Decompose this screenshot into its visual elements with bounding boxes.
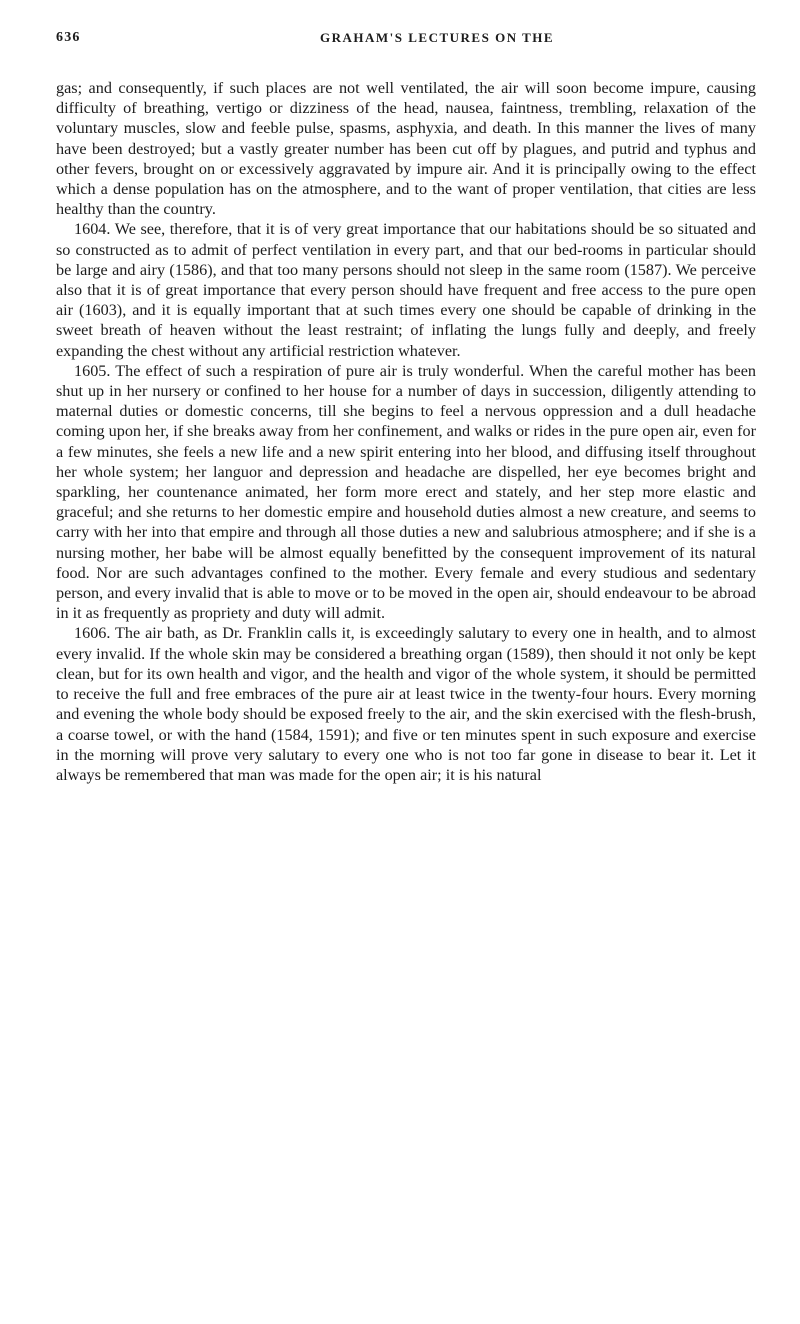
paragraph-number: 1604. <box>74 220 111 239</box>
running-title: GRAHAM'S LECTURES ON THE <box>320 30 555 45</box>
paragraph-1606 <box>56 623 756 785</box>
paragraph-1604 <box>56 219 756 360</box>
book-page <box>56 26 756 1306</box>
paragraph-text: The effect of such a respiration of pure air is truly wonderful. When the careful mother has been shut up in her nursery or confined to her house for a number of days in succession, diligently attending to maternal duties or domestic concerns, till she begins to feel a nervous oppression and a dull headache coming upon her, if she breaks away from her confinement, and walks or rides in the pure open air, even for a few minutes, she feels a new life and a new spirit entering into her blood, and diffusing itself throughout her whole system; her languor and depression and headache are dispelled, her eye becomes bright and sparkling, her countenance animated, her form more erect and stately, and her step more elastic and graceful; and she returns to her domestic empire and household duties almost a new creature, and seems to carry with her into that empire and through all those duties a new and salubrious atmosphere; and if she is a nursing mother, her babe will be almost equally benefitted by the consequent improvement of its natural food. Nor are such advantages confined to the mother. Every female and every studious and sedentary person, and every invalid that is able to move or to be moved in the open air, should endeavour to be abroad in it as frequently as propriety and duty will admit. <box>56 361 756 623</box>
paragraph-text: gas; and consequently, if such places are not well ventilated, the air will soon become impure, causing difficulty of breathing, vertigo or dizziness of the head, nausea, faintness, trembling, relaxation of the voluntary muscles, slow and feeble pulse, spasms, asphyxia, and death. In this manner the lives of many have been destroyed; but a vastly greater number has been cut off by plagues, and putrid and typhus and other fevers, brought on or excessively aggravated by impure air. And it is principally owing to the effect which a dense population has on the atmosphere, and to the want of proper ventilation, that cities are less healthy than the country. <box>56 79 756 219</box>
page-number: 636 <box>56 30 81 45</box>
running-head <box>56 26 756 60</box>
paragraph-number: 1606. <box>74 624 111 643</box>
paragraph-continuation <box>56 78 756 219</box>
body-text <box>56 78 756 785</box>
paragraph-number: 1605. <box>74 361 111 380</box>
paragraph-text: The air bath, as Dr. Franklin calls it, is exceedingly salutary to every one in health, and to almost every invalid. If the whole skin may be considered a breathing organ (1589), then should it not only be kept clean, but for its own health and vigor, and the health and vigor of the whole system, it should be permitted to receive the full and free embraces of the pure air at least twice in the twenty-four hours. Every morning and evening the whole body should be exposed freely to the air, and the skin exercised with the flesh-brush, a coarse towel, or with the hand (1584, 1591); and five or ten minutes spent in such exposure and exercise in the morning will prove very salutary to every one who is not too far gone in disease to bear it. Let it always be remembered that man was made for the open air; it is his natural <box>56 624 756 784</box>
paragraph-1605 <box>56 361 756 624</box>
paragraph-text: We see, therefore, that it is of very great importance that our habitations should be so situated and so constructed as to admit of perfect ventilation in every part, and that our bed-rooms in particular should be large and airy (1586), and that too many persons should not sleep in the same room (1587). We perceive also that it is of great importance that every person should have frequent and free access to the pure open air (1603), and it is equally important that at such times every one should be capable of drinking in the sweet breath of heaven without the least restraint; of inflating the lungs fully and deeply, and freely expanding the chest without any artificial restriction whatever. <box>56 220 756 360</box>
